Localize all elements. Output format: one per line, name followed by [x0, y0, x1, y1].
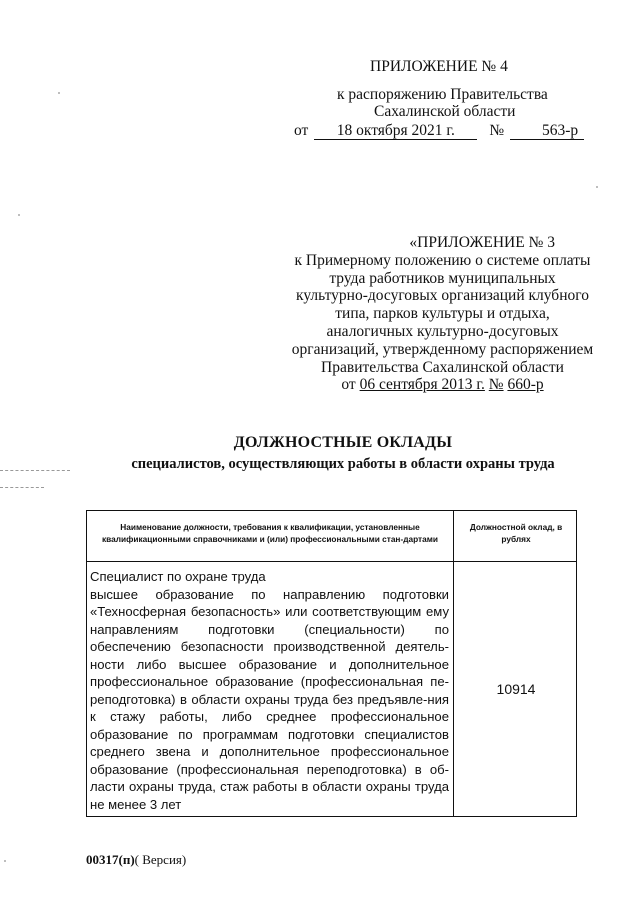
appendix-3-line: труда работников муниципальных [329, 269, 556, 287]
appendix-3-title: «ПРИЛОЖЕНИЕ № 3 [409, 234, 555, 251]
table-header-salary: Должностной оклад, в рублях [469, 522, 563, 544]
document-footer [86, 852, 186, 868]
from-label: от [341, 376, 356, 394]
appendix-3-dateline [290, 376, 595, 394]
position-name: Специалист по охране труда [90, 569, 266, 584]
document-subtitle: специалистов, осуществляющих работы в области охраны труда [131, 456, 555, 472]
appendix-4-title: ПРИЛОЖЕНИЕ № 4 [370, 58, 508, 75]
document-title: ДОЛЖНОСТНЫЕ ОКЛАДЫ [233, 434, 453, 451]
appendix-3-line: культурно-досуговых организаций клубного [296, 287, 589, 305]
scan-artifact-dot [18, 214, 20, 216]
table-cell-salary: 10914 [496, 681, 536, 697]
appendix-3-date-link: 06 сентября 2013 г. [359, 376, 485, 394]
appendix-4-number: 563-р [510, 123, 584, 140]
scan-artifact-dot [596, 186, 598, 188]
appendix-3-line: типа, парков культуры и отдыха, [335, 305, 550, 323]
appendix-3-line: аналогичных культурно-досуговых [326, 322, 559, 340]
appendix-4-line-1: к распоряжению Правительства [337, 86, 548, 103]
document-code: 00317(п) [86, 852, 135, 867]
from-label: от [294, 122, 309, 139]
table-header-divider [87, 561, 576, 562]
salary-table [86, 510, 577, 817]
scan-artifact-line [0, 487, 44, 488]
number-label: № [489, 122, 505, 139]
appendix-3-line: организаций, утвержденному распоряжением [291, 340, 594, 358]
scan-artifact-dot [58, 92, 60, 94]
table-cell-position [90, 568, 449, 813]
appendix-4-dateline [294, 122, 584, 140]
position-requirements: высшее образование по направлению подготовки «Техносферная безопасность» или соответствующим ему направлениям подготовки (специальности) по обеспечению безопасности производственной деятель-ности либо высшее образование и дополнительное профессиональное образование (профессиональная пе-реподготовка) в области охраны труда без предъявле-ния к стажу работы, либо среднее профессиональное образование по программам подготовки специалистов среднего звена и дополнительное профессиональное образование (профессиональная переподготовка) в об-ласти охраны труда, стаж работы в области охраны труда не менее 3 лет [90, 586, 449, 812]
appendix-4-line-2: Сахалинской области [374, 103, 516, 120]
appendix-3-number-label: № [488, 376, 504, 394]
appendix-3-number: 660-р [507, 376, 544, 394]
appendix-3-line: Правительства Сахалинской области [321, 358, 564, 376]
appendix-4-date: 18 октября 2021 г. [314, 123, 477, 140]
table-column-divider [453, 511, 454, 816]
appendix-3-block [290, 234, 595, 394]
appendix-3-line: к Примерному положению о системе оплаты [294, 251, 591, 269]
table-header-position: Наименование должности, требования к квалификации, установленные квалификационными справочниками и (или) профессиональными стан-дартами [102, 522, 438, 544]
document-version: ( Версия) [134, 852, 187, 867]
scan-artifact-dot [4, 860, 6, 862]
